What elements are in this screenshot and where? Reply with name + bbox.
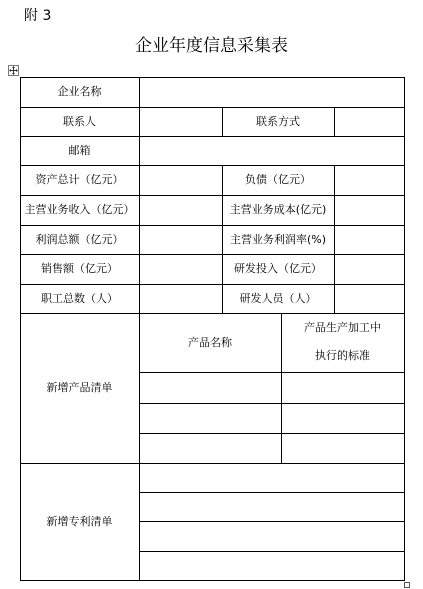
total-assets-label: 资产总计（亿元） <box>35 173 124 186</box>
liabilities-label: 负债（亿元） <box>245 173 311 186</box>
row-divider <box>20 313 405 314</box>
row-divider <box>20 165 405 166</box>
product-name-header: 产品名称 <box>188 336 232 349</box>
company-name-label: 企业名称 <box>57 85 102 98</box>
main-profit-rate-label: 主营业务利润率(%) <box>229 233 327 246</box>
product-column-divider <box>281 313 282 463</box>
product-row-divider <box>139 403 405 404</box>
label-column-divider <box>139 77 140 581</box>
patent-row-divider <box>139 521 405 522</box>
table-resize-handle[interactable] <box>404 582 410 588</box>
row-divider <box>20 284 405 285</box>
row-divider <box>20 463 405 464</box>
contact-method-label: 联系方式 <box>256 115 300 128</box>
table-border-right <box>404 77 405 581</box>
row-divider <box>20 136 405 137</box>
product-row-divider <box>139 433 405 434</box>
main-cost-label: 主营业务成本(亿元) <box>229 203 327 216</box>
row-divider <box>20 225 405 226</box>
sales-label: 销售额（亿元） <box>41 262 118 275</box>
table-border-bottom <box>20 580 405 581</box>
production-standard-header-line2: 执行的标准 <box>315 349 370 362</box>
email-label: 邮箱 <box>68 144 91 157</box>
table-border-top <box>20 77 405 78</box>
rd-investment-label: 研发投入（亿元） <box>234 262 322 275</box>
employee-count-label: 职工总数（人） <box>41 292 118 305</box>
contact-person-label: 联系人 <box>63 115 96 128</box>
total-profit-label: 利润总额（亿元） <box>35 233 124 246</box>
value-column-divider <box>334 165 335 313</box>
production-standard-header-line1: 产品生产加工中 <box>304 321 381 334</box>
new-patents-list-label: 新增专利清单 <box>46 515 113 528</box>
form-title: 企业年度信息采集表 <box>135 36 288 56</box>
row-divider <box>20 254 405 255</box>
rd-staff-label: 研发人员（人） <box>239 292 317 305</box>
patent-row-divider <box>139 551 405 552</box>
main-revenue-label: 主营业务收入（亿元） <box>24 203 135 216</box>
new-products-list-label: 新增产品清单 <box>46 381 113 394</box>
value-column-divider <box>334 107 335 136</box>
annex-label: 附 3 <box>24 8 52 24</box>
row-divider <box>20 195 405 196</box>
product-row-divider <box>139 372 405 373</box>
patent-row-divider <box>139 492 405 493</box>
row-divider <box>20 107 405 108</box>
